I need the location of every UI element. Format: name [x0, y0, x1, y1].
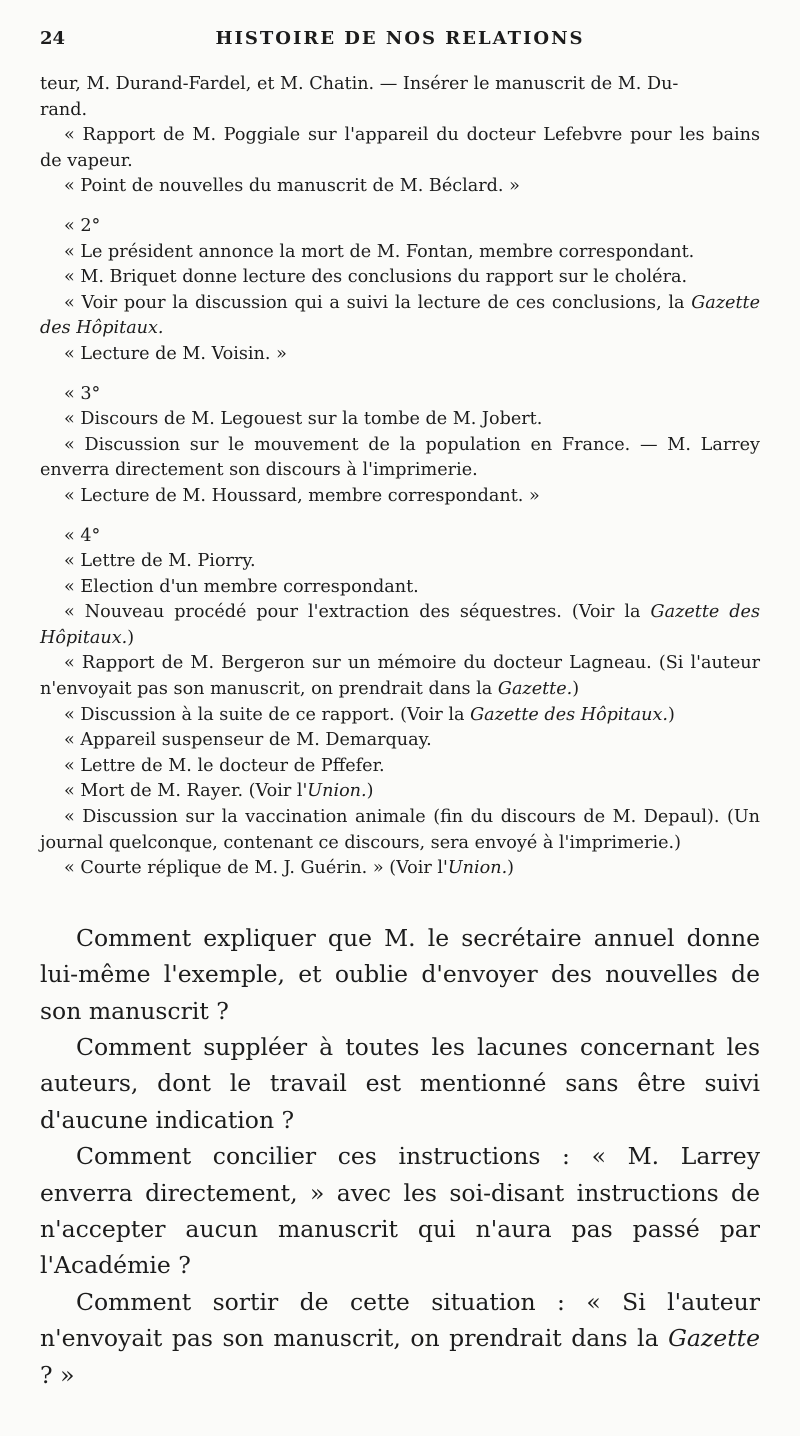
journal-title: Gazette — [668, 1324, 760, 1353]
journal-title: Union. — [307, 781, 367, 802]
minutes-paragraph: « M. Briquet donne lecture des conclusions du rapport sur le choléra. — [64, 267, 688, 288]
minutes-paragraph: « Le président annonce la mort de M. Fontan, membre correspondant. — [64, 241, 695, 262]
minutes-paragraph: « Lecture de M. Houssard, membre correspondant. » — [64, 485, 540, 506]
minutes-paragraph: « Election d'un membre correspondant. — [64, 576, 419, 597]
minutes-paragraph: « Discussion sur le mouvement de la population en France. — M. Larrey enverra directement son discours à l'imprimerie. — [40, 434, 760, 481]
minutes-paragraph: « Discussion sur la vaccination animale (fin du discours de M. Depaul). (Un journal quelconque, contenant ce discours, sera envoyé à l'imprimerie.) — [40, 807, 760, 853]
minutes-line: rand. — [40, 99, 88, 120]
running-title: HISTOIRE DE NOS RELATIONS — [215, 28, 585, 49]
section-number: « 3° — [64, 383, 101, 404]
minutes-paragraph: « Nouveau procédé pour l'extraction des séquestres. (Voir la Gazette des Hôpitaux.) — [40, 602, 760, 648]
minutes-paragraph: « Discours de M. Legouest sur la tombe de M. Jobert. — [64, 409, 543, 430]
author-commentary — [40, 920, 760, 1393]
minutes-paragraph: « Rapport de M. Bergeron sur un mémoire du docteur Lagneau. (Si l'auteur n'envoyait pas son manuscrit, on prendrait dans la Gazette.) — [40, 653, 760, 700]
journal-title: Gazette des Hôpitaux. — [470, 704, 668, 725]
journal-title: Union. — [447, 858, 508, 879]
minutes-paragraph: « Lettre de M. Piorry. — [64, 551, 256, 572]
minutes-paragraph: « Rapport de M. Poggiale sur l'appareil du docteur Lefebvre pour les bains de vapeur. — [40, 125, 760, 171]
journal-title: Gazette des Hôpitaux. — [40, 602, 760, 648]
minutes-paragraph: « Lecture de M. Voisin. » — [64, 343, 287, 364]
commentary-paragraph: Comment concilier ces instructions : « M. Larrey enverra directement, » avec les soi-disant instructions de n'accepter aucun manuscrit qui n'aura pas passé par l'Académie ? — [40, 1142, 760, 1280]
section-number: « 4° — [64, 525, 101, 546]
minutes-paragraph: « Point de nouvelles du manuscrit de M. Béclard. » — [64, 176, 520, 197]
commentary-paragraph: Comment expliquer que M. le secrétaire annuel donne lui-même l'exemple, et oublie d'envoyer des nouvelles de son manuscrit ? — [40, 923, 760, 1025]
section-number: « 2° — [64, 215, 101, 236]
minutes-paragraph: « Mort de M. Rayer. (Voir l'Union.) — [64, 781, 374, 802]
minutes-paragraph: « Courte réplique de M. J. Guérin. » (Voir l'Union.) — [64, 858, 515, 879]
journal-title: Gazette. — [497, 679, 573, 700]
minutes-line: teur, M. Durand-Fardel, et M. Chatin. — Insérer le manuscrit de M. Du- — [40, 74, 679, 94]
session-minutes — [40, 72, 760, 882]
page-number: 24 — [40, 28, 66, 49]
minutes-paragraph: « Appareil suspenseur de M. Demarquay. — [64, 730, 432, 751]
minutes-paragraph: « Voir pour la discussion qui a suivi la lecture de ces conclusions, la Gazette des Hôpitaux. — [40, 292, 760, 339]
commentary-paragraph: Comment suppléer à toutes les lacunes concernant les auteurs, dont le travail est mentionné sans être suivi d'aucune indication ? — [40, 1033, 760, 1134]
commentary-paragraph: Comment sortir de cette situation : « Si l'auteur n'envoyait pas son manuscrit, on prendrait dans la Gazette ? » — [40, 1287, 760, 1389]
journal-title: Gazette des Hôpitaux. — [40, 292, 760, 339]
minutes-paragraph: « Lettre de M. le docteur de Pffefer. — [64, 755, 385, 776]
minutes-paragraph: « Discussion à la suite de ce rapport. (Voir la Gazette des Hôpitaux.) — [64, 704, 675, 725]
running-head — [40, 28, 760, 68]
